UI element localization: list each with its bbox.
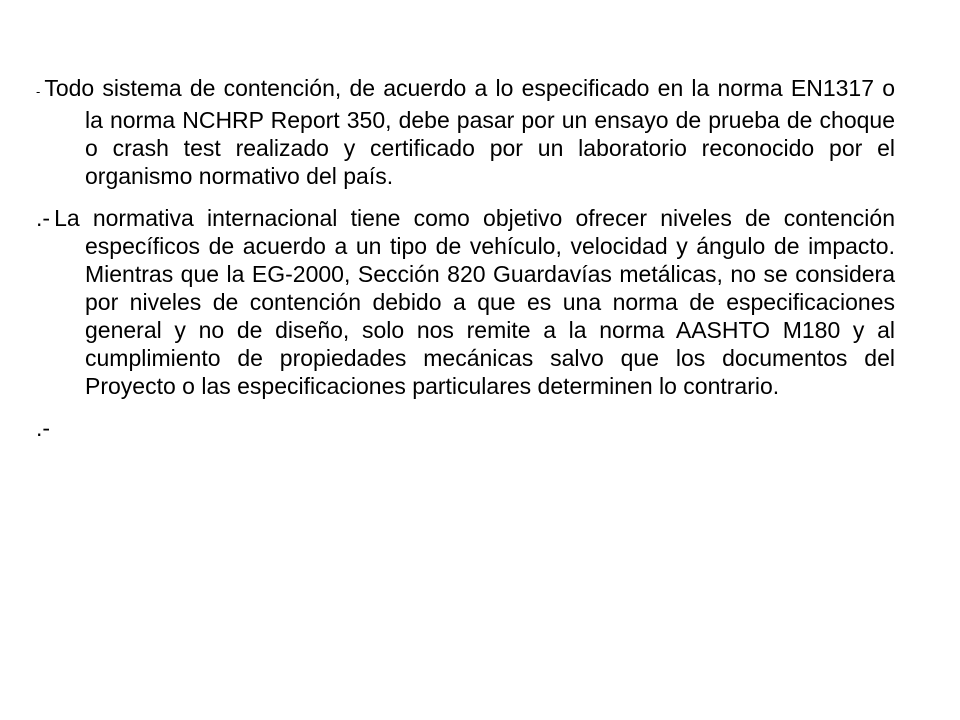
paragraph-crash-test bbox=[36, 74, 895, 190]
paragraph-empty bbox=[36, 414, 895, 442]
paragraph-marker: .- bbox=[36, 205, 51, 231]
paragraph-marker: .- bbox=[36, 415, 51, 441]
paragraph-text: Todo sistema de contención, de acuerdo a lo especificado en la norma EN1317 o la norma NCHRP Report 350, debe pasar por un ensayo de prueba de choque o crash test realizado y certificado por un laboratorio reconocido por el organismo normativo del país. bbox=[44, 75, 895, 189]
paragraph-text: La normativa internacional tiene como objetivo ofrecer niveles de contención específicos de acuerdo a un tipo de vehículo, velocidad y ángulo de impacto. Mientras que la EG-2000, Sección 820 Guardavías metálicas, no se considera por niveles de contención debido a que es una norma de especificaciones general y no de diseño, solo nos remite a la norma AASHTO M180 y al cumplimiento de propiedades mecánicas salvo que los documentos del Proyecto o las especificaciones particulares determinen lo contrario. bbox=[54, 205, 895, 399]
paragraph-normativa bbox=[36, 204, 895, 400]
text-body bbox=[36, 74, 895, 442]
paragraph-marker: - bbox=[36, 84, 41, 99]
